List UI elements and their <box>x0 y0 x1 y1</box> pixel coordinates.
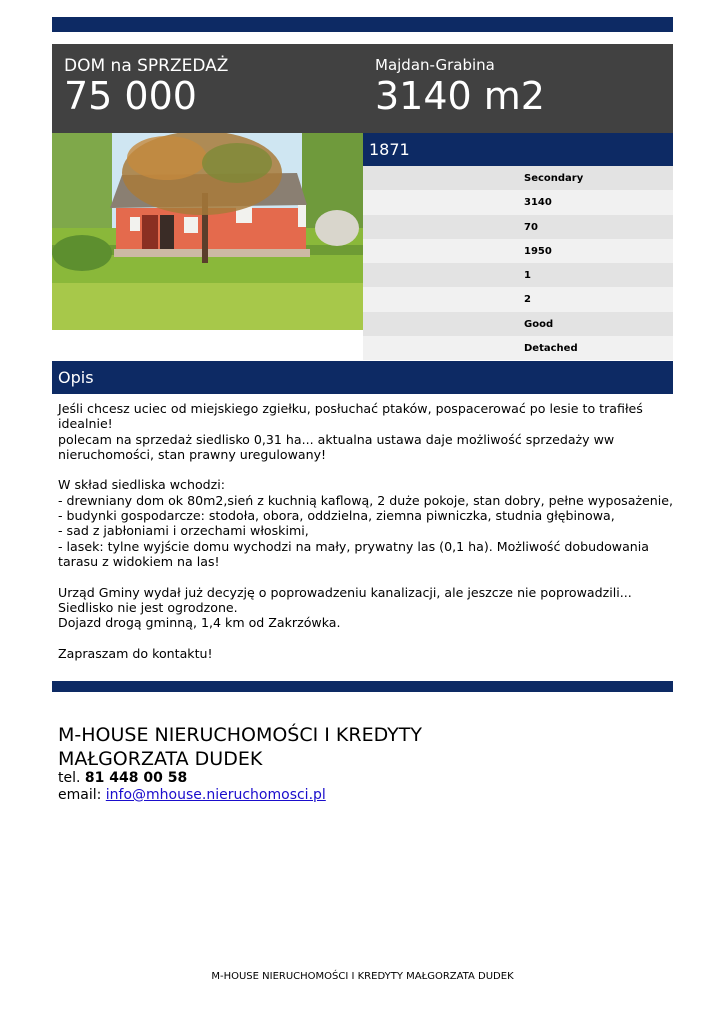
listing-ref-number: 1871 <box>369 140 410 159</box>
detail-row-rooms <box>363 287 673 311</box>
detail-value: 70 <box>524 221 538 233</box>
email-row <box>58 787 326 804</box>
description-line: - budynki gospodarcze: stodoła, obora, oddzielna, ziemna piwniczka, studnia głębinowa, <box>58 508 615 524</box>
description-heading: Opis <box>58 368 94 387</box>
detail-value: Good <box>524 318 554 330</box>
detail-row-floor-area <box>363 215 673 239</box>
phone-row <box>58 770 326 787</box>
agency-name-line1: M-HOUSE NIERUCHOMOŚCI I KREDYTY <box>58 724 422 746</box>
detail-row-floors <box>363 263 673 287</box>
divider-bar <box>52 681 673 692</box>
description-line: - sad z jabłoniami i orzechami włoskimi, <box>58 523 309 539</box>
top-accent-bar <box>52 17 673 32</box>
description-line: W skład siedliska wchodzi: <box>58 477 226 493</box>
description-heading-bar <box>52 361 673 394</box>
footer-text: M-HOUSE NIERUCHOMOŚCI I KREDYTY MAŁGORZATA DUDEK <box>211 971 514 982</box>
description-line: polecam na sprzedaż siedlisko 0,31 ha... aktualna ustawa daje możliwość sprzedaży ww <box>58 431 615 447</box>
description-line: Zapraszam do kontaktu! <box>58 645 213 661</box>
detail-row-condition <box>363 312 673 336</box>
detail-value: 1950 <box>524 245 552 257</box>
detail-row-year <box>363 239 673 263</box>
description-line: nieruchomości, stan prawny uregulowany! <box>58 446 327 462</box>
description-line <box>58 630 668 645</box>
agency-name-line2: MAŁGORZATA DUDEK <box>58 748 263 770</box>
detail-value: Detached <box>524 343 578 355</box>
house-photo-icon <box>52 133 363 330</box>
detail-value: 3140 <box>524 197 552 209</box>
detail-row-building-type <box>363 336 673 360</box>
area: 3140 m2 <box>375 74 545 118</box>
agency-contact <box>58 770 326 804</box>
description-line: Urząd Gminy wydał już decyzję o poprowadzeniu kanalizacji, ale jeszcze nie poprowadzili... <box>58 584 632 600</box>
description-line: tarasu z widokiem na las! <box>58 553 220 569</box>
detail-value: Secondary <box>524 173 584 184</box>
description-line <box>58 569 668 584</box>
agency-name <box>58 723 422 771</box>
description-line: - lasek: tylne wyjście domu wychodzi na mały, prywatny las (0,1 ha). Możliwość dobudowania <box>58 538 649 554</box>
detail-row-market <box>363 166 673 190</box>
location: Majdan-Grabina <box>375 56 495 74</box>
email-label: email: <box>58 787 102 803</box>
detail-value: 2 <box>524 294 531 306</box>
property-type-label: DOM na SPRZEDAŻ <box>64 56 229 76</box>
detail-row-plot-area <box>363 190 673 214</box>
description-line: - drewniany dom ok 80m2,sień z kuchnią kaflową, 2 duże pokoje, stan dobry, pełne wyposażenie, <box>58 492 674 508</box>
price: 75 000 <box>64 74 197 118</box>
description-text <box>58 401 674 661</box>
phone-label: tel. <box>58 770 81 786</box>
description-line: Dojazd drogą gminną, 1,4 km od Zakrzówka. <box>58 615 341 631</box>
description-line: Jeśli chcesz uciec od miejskiego zgiełku, posłuchać ptaków, pospacerować po lesie to trafiłeś <box>58 401 643 416</box>
listing-ref-bar <box>363 133 673 166</box>
phone-number[interactable]: 81 448 00 58 <box>84 770 188 786</box>
email-link[interactable]: info@mhouse.nieruchomosci.pl <box>105 787 326 803</box>
listing-header <box>52 44 673 133</box>
house-photo <box>52 133 363 330</box>
description-line <box>58 462 668 477</box>
description-line: idealnie! <box>58 416 113 432</box>
description-line: Siedlisko nie jest ogrodzone. <box>58 599 238 615</box>
details-table <box>363 166 673 360</box>
detail-value: 1 <box>524 270 531 282</box>
